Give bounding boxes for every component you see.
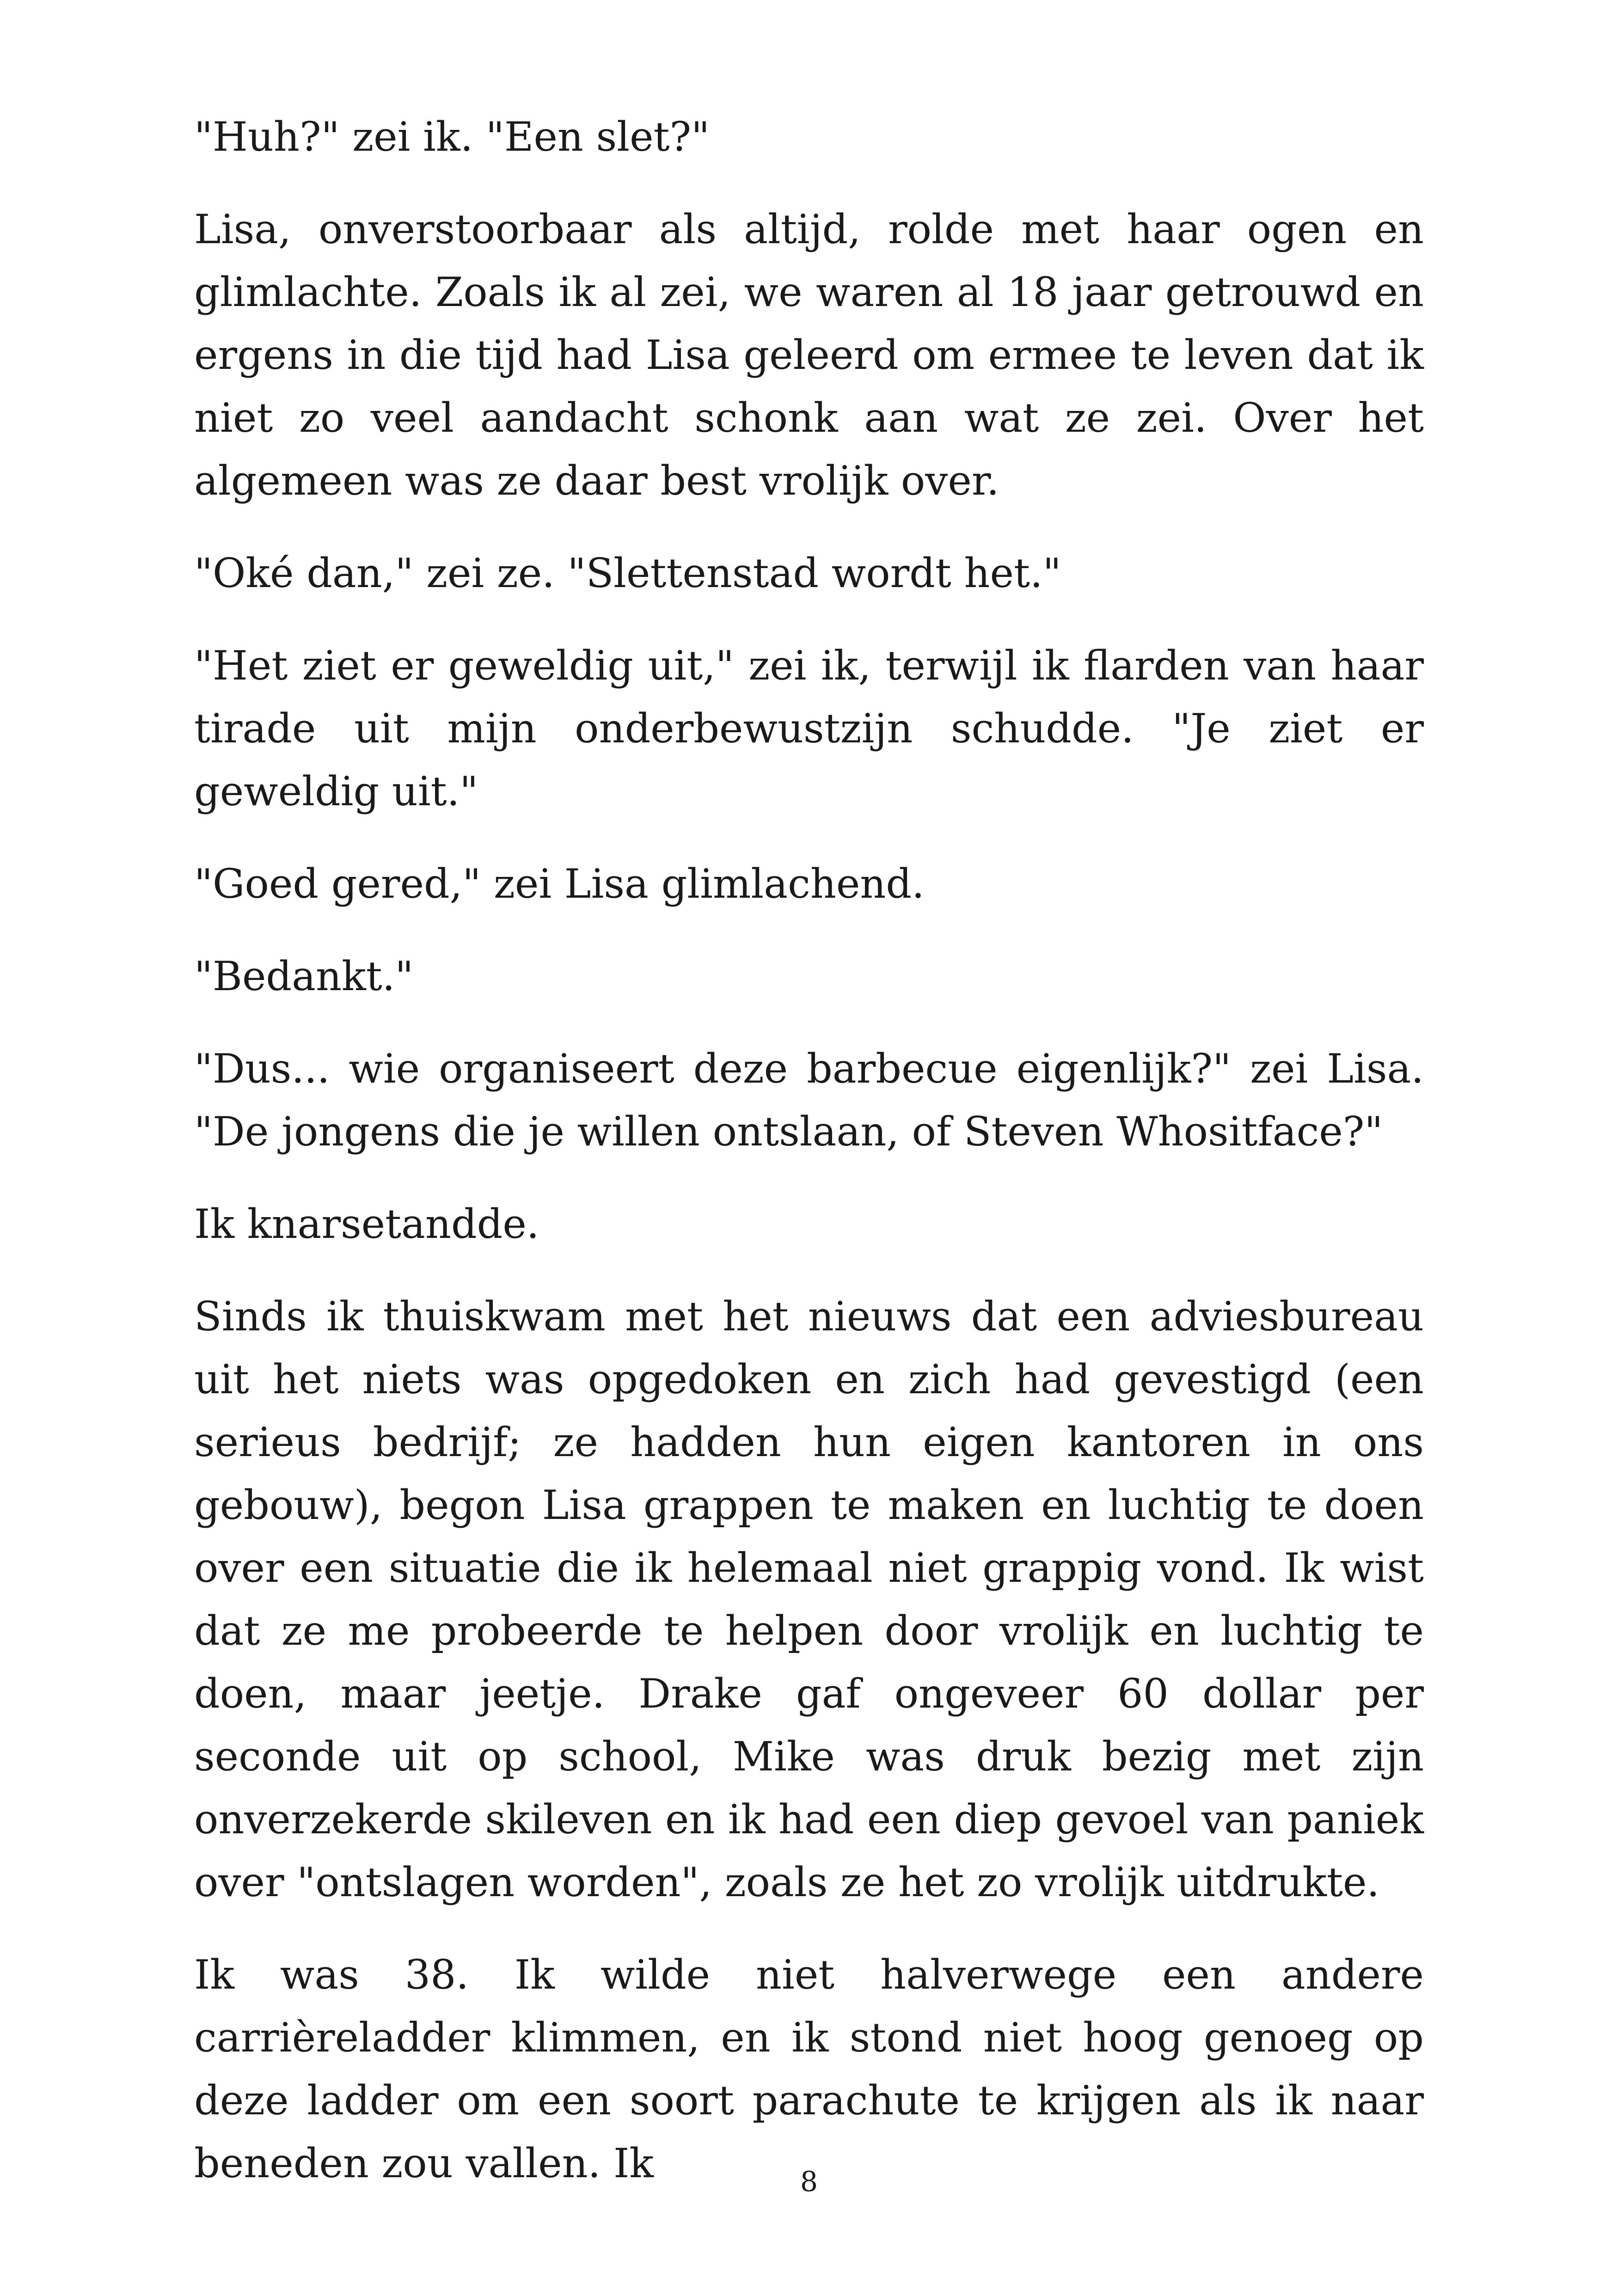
paragraph-1: "Huh?" zei ik. "Een slet?"	[194, 113, 710, 160]
paragraph-4: "Het ziet er geweldig uit," zei ik, terwijl ik flarden van haar tirade uit mijn onderbewustzijn schudde. "Je ziet er geweldig uit."	[194, 642, 1424, 815]
paragraph-5: "Goed gered," zei Lisa glimlachend.	[194, 860, 925, 907]
paragraph-9: Sinds ik thuiskwam met het nieuws dat een adviesbureau uit het niets was opgedoken en zich had gevestigd (een serieus bedrijf; ze hadden hun eigen kantoren in ons gebouw), begon Lisa grappen te maken en luchtig te doen over een situatie die ik helemaal niet grappig vond. Ik wist dat ze me probeerde te helpen door vrolijk en luchtig te doen, maar jeetje. Drake gaf ongeveer 60 dollar per seconde uit op school, Mike was druk bezig met zijn onverzekerde skileven en ik had een diep gevoel van paniek over "ontslagen worden", zoals ze het zo vrolijk uitdrukte.	[194, 1293, 1424, 1906]
body-text	[194, 105, 1424, 2224]
paragraph-7: "Dus... wie organiseert deze barbecue eigenlijk?" zei Lisa. "De jongens die je willen ontslaan, of Steven Whositface?"	[194, 1045, 1424, 1155]
paragraph-2: Lisa, onverstoorbaar als altijd, rolde met haar ogen en glimlachte. Zoals ik al zei, we waren al 18 jaar getrouwd en ergens in die tijd had Lisa geleerd om ermee te leven dat ik niet zo veel aandacht schonk aan wat ze zei. Over het algemeen was ze daar best vrolijk over.	[194, 206, 1424, 504]
paragraph-8: Ik knarsetandde.	[194, 1200, 539, 1248]
page-number: 8	[800, 2166, 818, 2198]
paragraph-10: Ik was 38. Ik wilde niet halverwege een andere carrièreladder klimmen, en ik stond niet hoog genoeg op deze ladder om een soort parachute te krijgen als ik naar beneden zou vallen. Ik	[194, 1951, 1424, 2187]
paragraph-3: "Oké dan," zei ze. "Slettenstad wordt het."	[194, 550, 1061, 597]
paragraph-6: "Bedankt."	[194, 953, 414, 1000]
